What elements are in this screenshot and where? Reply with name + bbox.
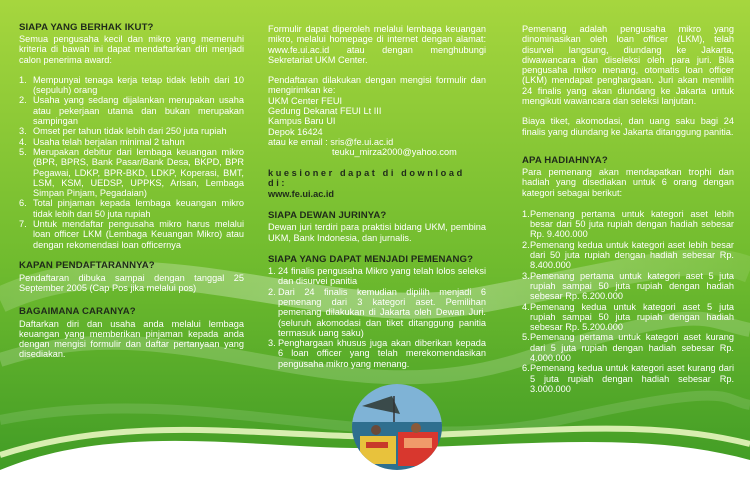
- column-prizes: [522, 24, 734, 394]
- list-item: 6. Pemenang kedua untuk kategori aset kurang dari 5 juta rupiah dengan hadiah sebesar Rp. 3.000.000: [522, 363, 734, 394]
- winner-heading: SIAPA YANG DAPAT MENJADI PEMENANG?: [268, 254, 474, 266]
- email-line-2: teuku_mirza2000@yahoo.com: [332, 147, 457, 158]
- list-item: 5. Pemenang pertama untuk kategori aset kurang dari 5 juta rupiah dengan hadiah sebesar Rp. 4.000.000: [522, 332, 734, 364]
- list-item: 1. Pemenang pertama untuk kategori aset lebih besar dari 50 juta rupiah dengan hadiah sebesar Rp. 9.400.000: [522, 208, 734, 240]
- how-to-text: Daftarkan diri dan usaha anda melalui lembaga keuangan yang memberikan pinjaman kepada anda dengan mengisi formulir dan daftar pertanyaan yang disediakan.: [19, 318, 244, 360]
- list-item: 3. Pemenang pertama untuk kategori aset 5 juta rupiah sampai 50 juta rupiah dengan hadiah sebesar Rp. 6.200.000: [522, 270, 734, 302]
- prize-list: [522, 209, 734, 394]
- address-block: [268, 96, 486, 158]
- eligibility-heading: SIAPA YANG BERHAK IKUT?: [19, 22, 154, 33]
- address-line: Depok 16424: [268, 126, 323, 137]
- address-line: UKM Center FEUI: [268, 95, 343, 106]
- list-item: 4. Pemenang kedua untuk kategori aset 5 juta rupiah sampai 50 juta rupiah dengan hadiah sebesar Rp. 5.200.000: [522, 301, 734, 333]
- download-note: kuesioner dapat di download di:: [268, 167, 465, 188]
- list-item: 3. Penghargaan khusus juga akan diberikan kepada 6 loan officer yang telah merekomendasikan pengusaha mikro yang menang.: [268, 338, 486, 369]
- list-item: 7. Untuk mendaftar pengusaha mikro harus melalui loan officer LKM (Lembaga Keuangan Mikro) atau dengan rekomendasi loan officernya: [19, 219, 244, 250]
- registration-date-text: Pendaftaran dibuka sampai dengan tanggal 25 September 2005 (Cap Pos jika melalui pos): [19, 272, 244, 294]
- list-item: 5. Merupakan debitur dari lembaga keuangan mikro (BPR, BPRS, Bank Pasar/Bank Desa, BKPD, BPR Pegawai, LDKP, BPR-BKD, LDKP, Koperasi, BMT, LSM, KSM, UEDSP, UPPKS, Arisan, Lembaga Simpan Pinjam, Pegadaian): [19, 146, 244, 199]
- jury-heading: SIAPA DEWAN JURINYA?: [268, 210, 387, 222]
- winner-description: Pemenang adalah pengusaha mikro yang dinominasikan oleh loan officer (LKM), telah disurvei langsung, diundang ke Jakarta, diwawancara dan diseleksi oleh para juri. Bila pengusaha mikro menang, otomatis loan officer (LKM) mendapat penghargaan. Juri akan memilih 24 finalis yang akan diundang ke Jakarta untuk mengikuti wawancara dan seleksi lanjutan.: [522, 24, 734, 107]
- list-item: 6. Total pinjaman kepada lembaga keuangan mikro tidak lebih dari 50 juta rupiah: [19, 198, 244, 219]
- column-registration: [268, 24, 486, 369]
- list-item: 3. Omset per tahun tidak lebih dari 250 juta rupiah: [19, 126, 227, 137]
- address-line: Kampus Baru UI: [268, 116, 336, 127]
- winner-list: [268, 266, 486, 369]
- column-eligibility: [19, 22, 244, 360]
- prize-heading: APA HADIAHNYA?: [522, 154, 608, 166]
- jury-text: Dewan juri terdiri para praktisi bidang UKM, pembina UKM, Bank Indonesia, dan jurnalis.: [268, 222, 486, 243]
- submission-info: Pendaftaran dilakukan dengan mengisi formulir dan mengirimkan ke:: [268, 75, 486, 96]
- eligibility-list: [19, 75, 244, 250]
- list-item: 2. Pemenang kedua untuk kategori aset lebih besar dari 50 juta rupiah dengan hadiah sebesar Rp. 8.400.000: [522, 239, 734, 271]
- list-item: 1. Mempunyai tenaga kerja tetap tidak lebih dari 10 (sepuluh) orang: [19, 74, 244, 96]
- email-line: atau ke email : sris@fe.ui.ac.id: [268, 136, 394, 147]
- eligibility-intro: Semua pengusaha kecil dan mikro yang memenuhi kriteria di bawah ini dapat mendaftarkan diri menjadi calon penerima award:: [19, 34, 244, 65]
- website-link[interactable]: www.fe.ui.ac.id: [268, 189, 335, 200]
- list-item: 2. Usaha yang sedang dijalankan merupakan usaha atau pekerjaan utama dan bukan merupakan sampingan: [19, 95, 244, 127]
- list-item: 1. 24 finalis pengusaha Mikro yang telah lolos seleksi dan disurvei panitia: [268, 266, 486, 287]
- registration-date-heading: KAPAN PENDAFTARANNYA?: [19, 259, 155, 271]
- form-info: Formulir dapat diperoleh melalui lembaga keuangan mikro, melalui homepage di internet dengan alamat: www.fe.ui.ac.id atau dengan menghubungi Sekretariat UKM Center.: [268, 24, 486, 65]
- how-to-heading: BAGAIMANA CARANYA?: [19, 305, 136, 317]
- cost-info: Biaya tiket, akomodasi, dan uang saku bagi 24 finalis yang diundang ke Jakarta ditanggung panitia.: [522, 116, 734, 137]
- list-item: 4. Usaha telah berjalan minimal 2 tahun: [19, 136, 185, 147]
- list-item: 2. Dari 24 finalis kemudian dipilih menjadi 6 pemenang dari 3 kategori aset. Pemilihan pemenang dilakukan di Jakarta oleh Dewan Juri. (seluruh akomodasi dan tiket ditanggung panitia termasuk uang saku): [268, 286, 486, 338]
- address-line: Gedung Dekanat FEUI Lt III: [268, 106, 382, 117]
- prize-intro: Para pemenang akan mendapatkan trophi dan hadiah yang disediakan untuk 6 orang dengan kategori sebagai berikut:: [522, 166, 734, 198]
- fishermen-photo: [352, 384, 442, 470]
